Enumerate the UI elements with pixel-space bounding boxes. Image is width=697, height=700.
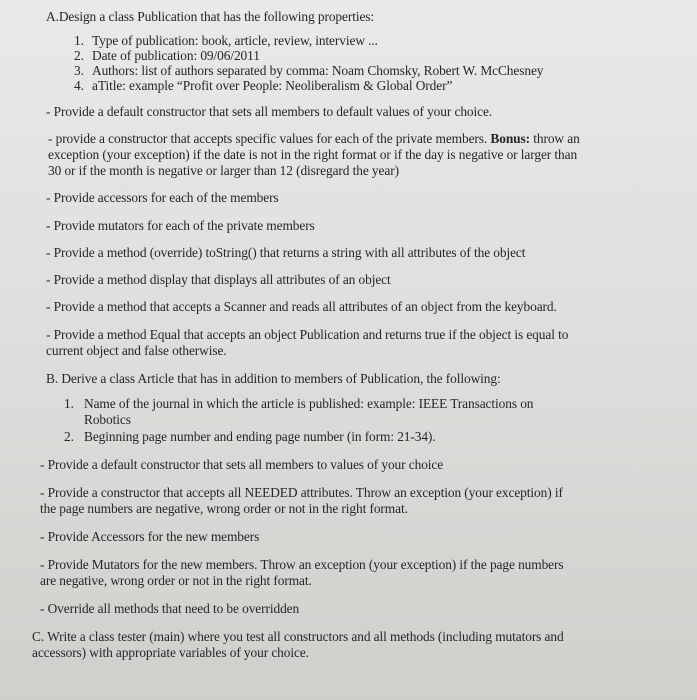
req-a-mutators: - Provide mutators for each of the private members xyxy=(46,218,315,233)
property-4-number: 4. xyxy=(74,78,84,93)
req-b-constructor-line-1: - Provide a constructor that accepts all NEEDED attributes. Throw an exception (your exception) if xyxy=(40,485,563,500)
article-item-1-number: 1. xyxy=(64,396,74,411)
property-4-text: aTitle: example “Profit over People: Neoliberalism & Global Order” xyxy=(92,78,453,93)
property-2-text: Date of publication: 09/06/2011 xyxy=(92,48,260,63)
property-3-number: 3. xyxy=(74,63,84,78)
req-a-equal-line-1: - Provide a method Equal that accepts an object Publication and returns true if the object is equal to xyxy=(46,327,569,342)
article-item-1-line-1: Name of the journal in which the article is published: example: IEEE Transactions on xyxy=(84,396,534,411)
bonus-label: Bonus: xyxy=(490,131,530,146)
req-a-display: - Provide a method display that displays all attributes of an object xyxy=(46,272,391,287)
req-b-accessors: - Provide Accessors for the new members xyxy=(40,529,260,544)
section-a-heading: A.Design a class Publication that has the following properties: xyxy=(46,9,375,24)
req-b-mutators-line-1: - Provide Mutators for the new members. Throw an exception (your exception) if the page numbers xyxy=(40,557,564,572)
article-item-2-text: Beginning page number and ending page number (in form: 21-34). xyxy=(84,429,436,444)
req-a-constructor-line-1 xyxy=(48,131,580,147)
section-c-line-1: C. Write a class tester (main) where you test all constructors and all methods (including mutators and xyxy=(32,629,564,644)
req-a-constructor-text: - provide a constructor that accepts specific values for each of the private members. xyxy=(48,131,491,146)
req-a-constructor-line-2: exception (your exception) if the date is not in the right format or if the day is negative or larger than xyxy=(48,147,578,162)
section-c-line-2: accessors) with appropriate variables of your choice. xyxy=(32,645,309,660)
property-1-text: Type of publication: book, article, review, interview ... xyxy=(92,33,378,48)
req-a-constructor-text-end: throw an xyxy=(530,131,580,146)
req-a-constructor-line-3: 30 or if the month is negative or larger than 12 (disregard the year) xyxy=(48,163,399,178)
req-b-default-constructor: - Provide a default constructor that sets all members to values of your choice xyxy=(40,457,444,472)
req-b-constructor-line-2: the page numbers are negative, wrong order or not in the right format. xyxy=(40,501,408,516)
property-2-number: 2. xyxy=(74,48,84,63)
req-a-tostring: - Provide a method (override) toString() that returns a string with all attributes of the object xyxy=(46,245,526,260)
req-b-mutators-line-2: are negative, wrong order or not in the right format. xyxy=(40,573,312,588)
req-a-equal-line-2: current object and false otherwise. xyxy=(46,343,227,358)
req-a-scanner: - Provide a method that accepts a Scanner and reads all attributes of an object from the keyboard. xyxy=(46,299,557,314)
section-b-heading: B. Derive a class Article that has in addition to members of Publication, the following: xyxy=(46,371,501,386)
property-1-number: 1. xyxy=(74,33,84,48)
property-3-text: Authors: list of authors separated by comma: Noam Chomsky, Robert W. McChesney xyxy=(92,63,544,78)
req-a-default-constructor: - Provide a default constructor that sets all members to default values of your choice. xyxy=(46,104,493,119)
article-item-1-line-2: Robotics xyxy=(84,412,131,427)
req-b-override: - Override all methods that need to be overridden xyxy=(40,601,300,616)
article-item-2-number: 2. xyxy=(64,429,74,444)
req-a-accessors: - Provide accessors for each of the members xyxy=(46,190,279,205)
